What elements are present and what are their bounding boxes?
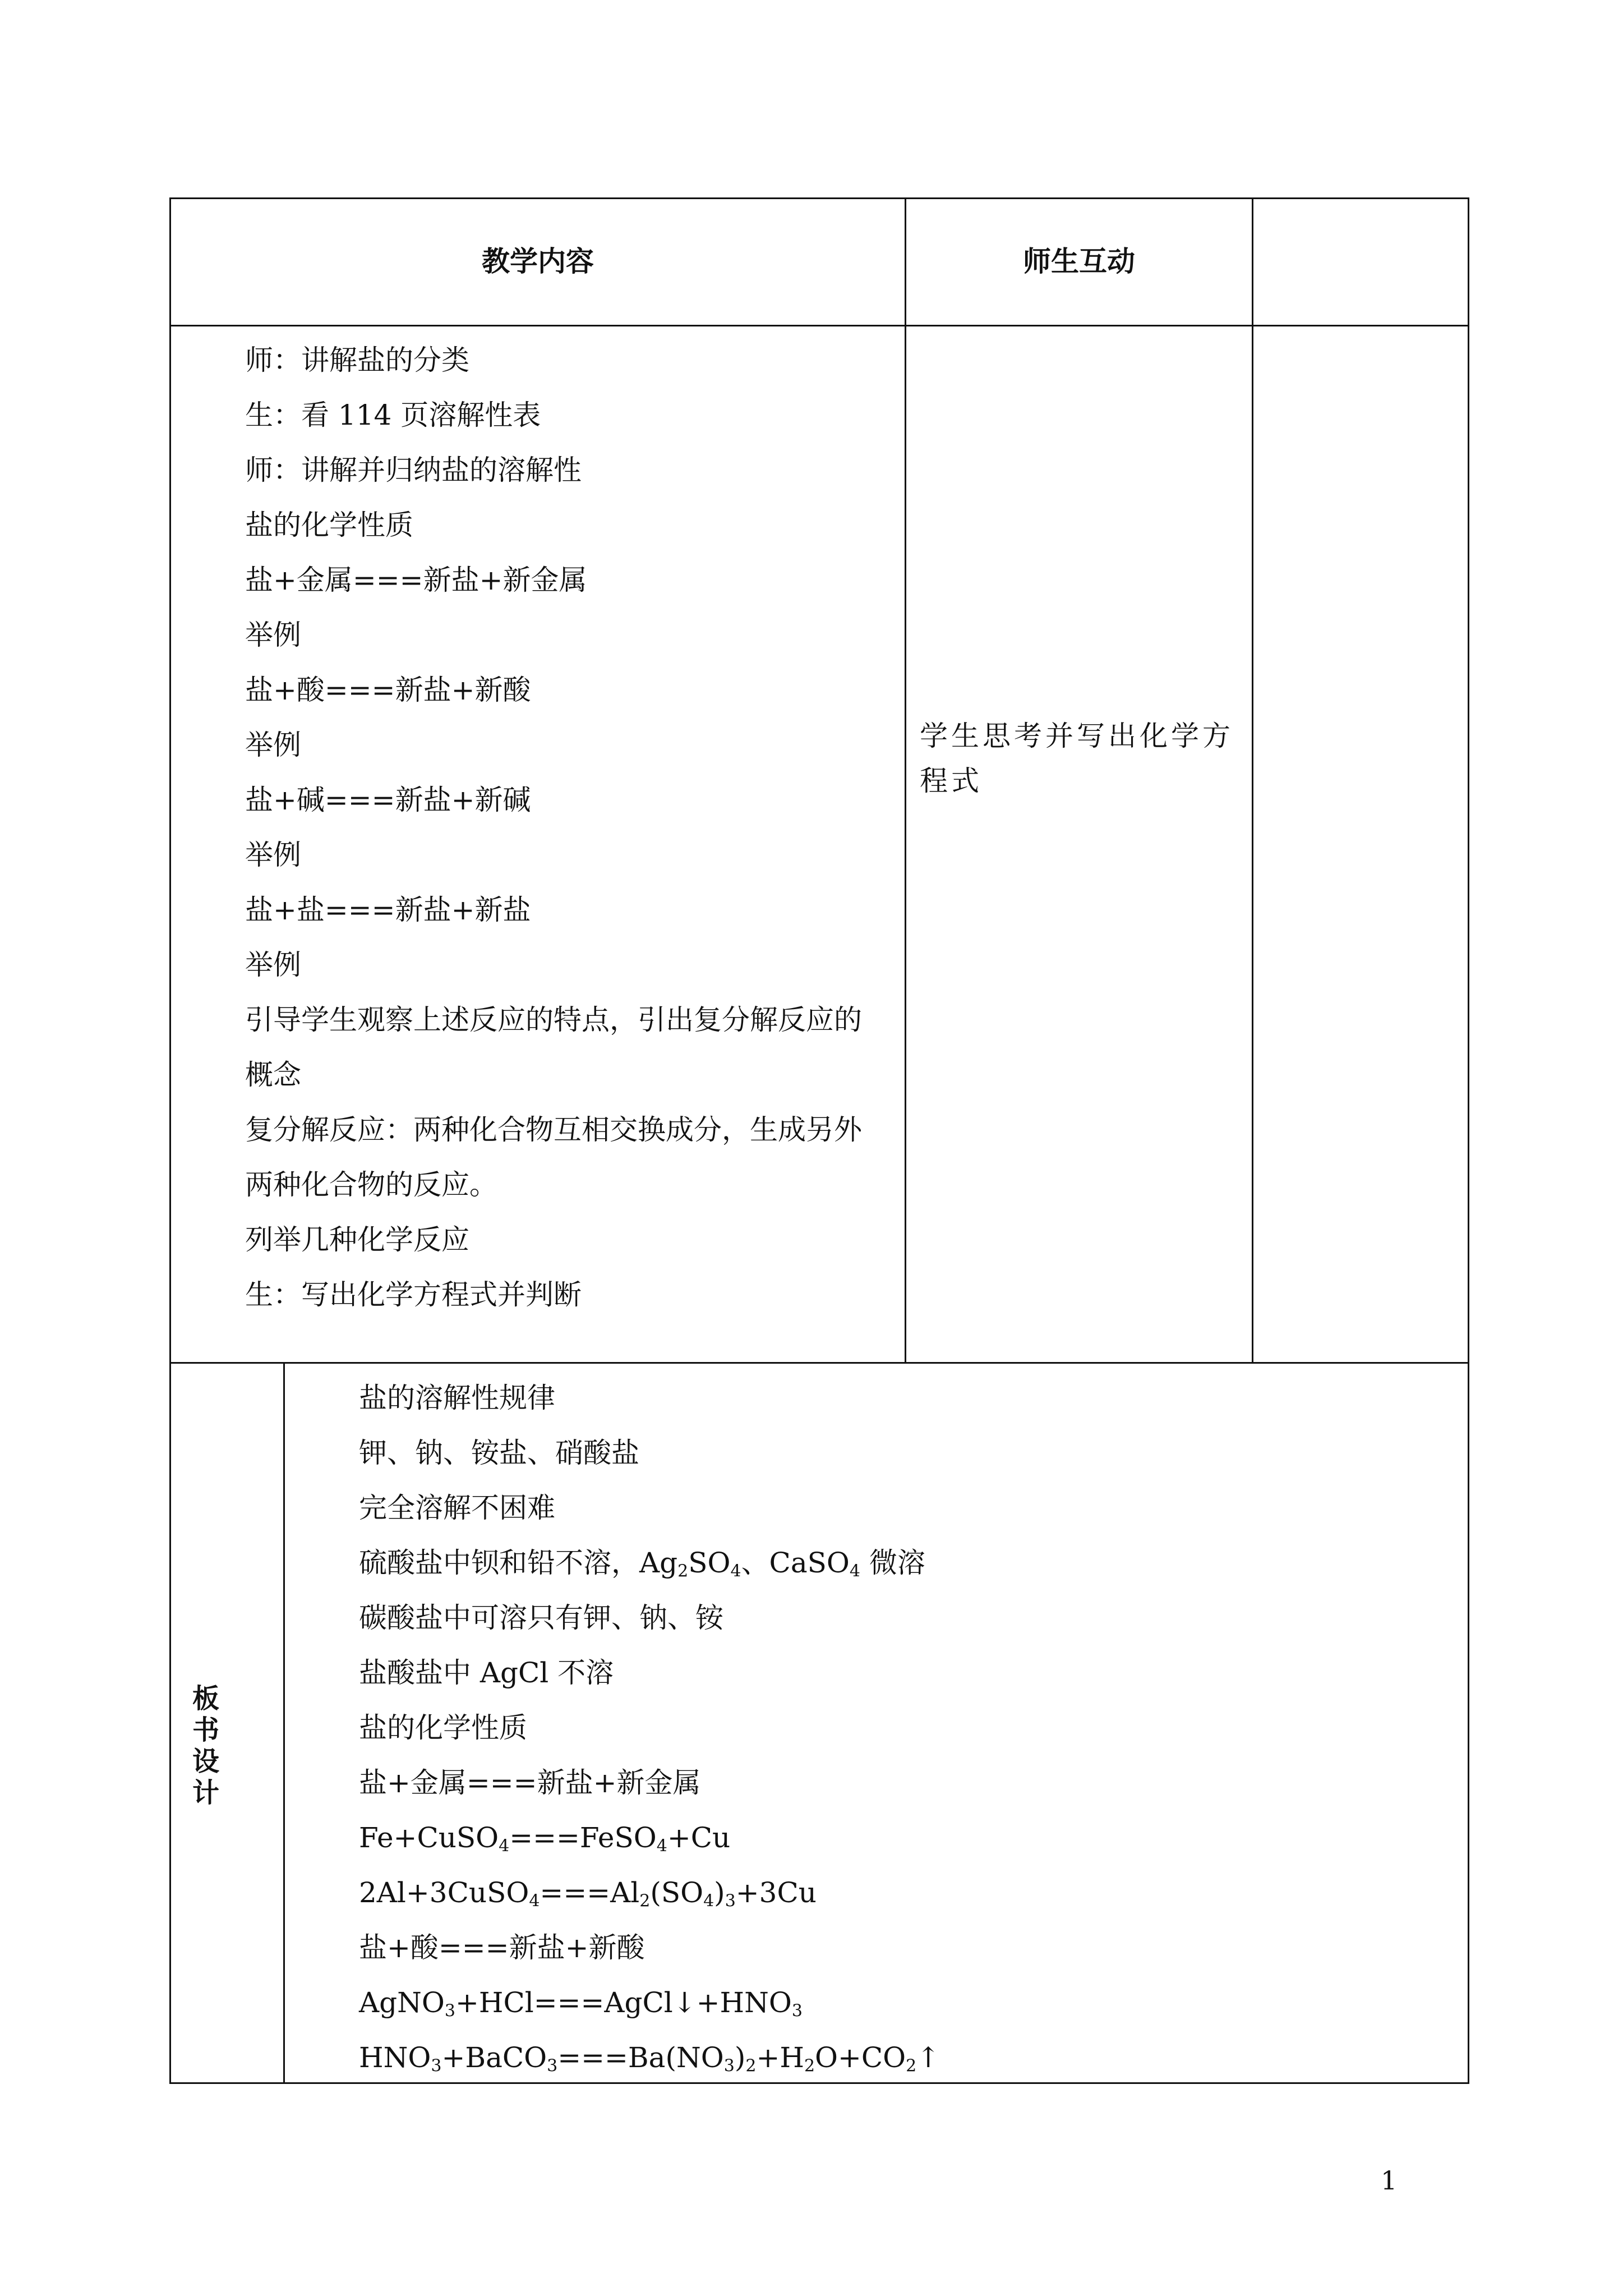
board-line: 盐的化学性质 bbox=[359, 1711, 527, 1744]
teaching-line: 举例 bbox=[245, 839, 301, 871]
board-design-label-line2: 设计 bbox=[192, 1746, 240, 1809]
board-design-label-line1: 板书 bbox=[192, 1683, 240, 1746]
board-line: Fe+CuSO$_4$===FeSO$_4$+Cu bbox=[359, 1821, 731, 1856]
board-line: 盐酸盐中 AgCl 不溶 bbox=[359, 1657, 614, 1689]
board-design-label bbox=[192, 1683, 282, 1809]
board-line: 完全溶解不困难 bbox=[359, 1492, 555, 1524]
teaching-line: 复分解反应：两种化合物互相交换成分，生成另外 bbox=[245, 1114, 862, 1146]
column-divider-1 bbox=[905, 197, 906, 1363]
board-line: 盐+金属===新盐+新金属 bbox=[359, 1766, 701, 1799]
teaching-line: 师：讲解盐的分类 bbox=[245, 344, 469, 376]
board-line: 碳酸盐中可溶只有钾、钠、铵 bbox=[359, 1602, 723, 1634]
teaching-line: 盐的化学性质 bbox=[245, 509, 413, 541]
teaching-line: 盐+盐===新盐+新盐 bbox=[245, 894, 531, 926]
teaching-line: 列举几种化学反应 bbox=[245, 1223, 469, 1256]
teaching-line: 举例 bbox=[245, 619, 301, 651]
section-divider bbox=[169, 1362, 1469, 1364]
teaching-line: 生：写出化学方程式并判断 bbox=[245, 1278, 582, 1311]
column-divider-2 bbox=[1252, 197, 1253, 1363]
interaction-text: 学生思考并写出化学方程式 bbox=[920, 720, 1234, 797]
teaching-line: 概念 bbox=[245, 1059, 301, 1091]
teaching-line: 举例 bbox=[245, 949, 301, 981]
teaching-line: 盐+碱===新盐+新碱 bbox=[245, 784, 531, 816]
header-teaching-content: 教学内容 bbox=[482, 245, 594, 278]
board-design-list bbox=[359, 1381, 940, 2096]
teaching-line: 生：看 114 页溶解性表 bbox=[245, 399, 541, 431]
teaching-line: 举例 bbox=[245, 729, 301, 761]
teaching-line: 两种化合物的反应。 bbox=[245, 1168, 497, 1201]
board-line: $2Al+3CuSO_4===Al_2(SO_4)_3+3Cu$ bbox=[359, 1876, 817, 1911]
teaching-line: 盐+酸===新盐+新酸 bbox=[245, 674, 531, 706]
board-line: 盐+酸===新盐+新酸 bbox=[359, 1931, 645, 1964]
board-line: $AgNO_3+HCl===AgCl↓+HNO_3$ bbox=[359, 1986, 803, 2021]
board-line: 钾、钠、铵盐、硝酸盐 bbox=[359, 1437, 639, 1469]
header-divider bbox=[169, 325, 1469, 326]
page-number: 1 bbox=[1381, 2165, 1398, 2196]
teaching-line: 师：讲解并归纳盐的溶解性 bbox=[245, 454, 582, 486]
board-line: 盐的溶解性规律 bbox=[359, 1382, 555, 1414]
teaching-line: 盐+金属===新盐+新金属 bbox=[245, 564, 587, 596]
teaching-content-list bbox=[245, 343, 862, 1333]
board-line: $HNO_3+BaCO_3===Ba(NO_3)_2+H_2O+CO_2↑$ bbox=[359, 2041, 940, 2076]
board-line: 硫酸盐中钡和铅不溶，$Ag_2SO_4$、CaSO$_4$ 微溶 bbox=[359, 1547, 925, 1581]
board-label-divider bbox=[283, 1362, 285, 2084]
header-interaction: 师生互动 bbox=[1023, 245, 1135, 278]
teaching-line: 引导学生观察上述反应的特点，引出复分解反应的 bbox=[245, 1004, 862, 1036]
